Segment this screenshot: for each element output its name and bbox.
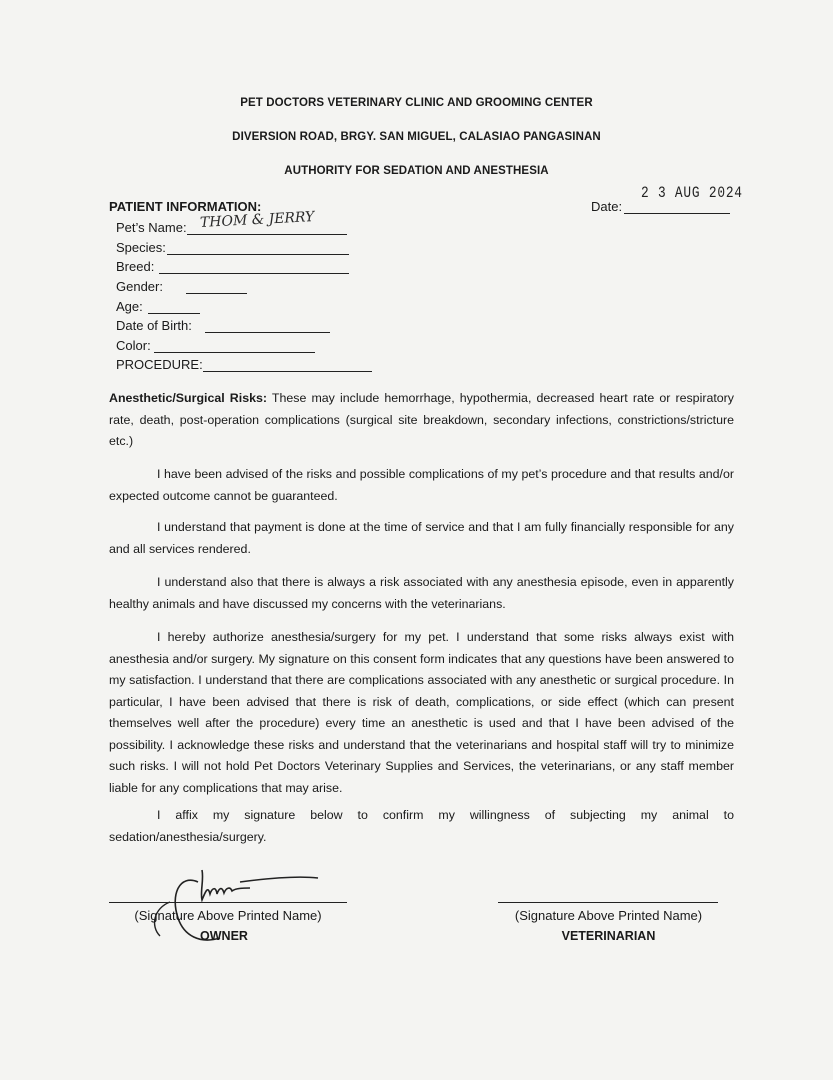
species-label: Species:: [116, 240, 166, 255]
date-label: Date:: [591, 199, 623, 214]
dob-label: Date of Birth:: [116, 318, 192, 333]
color-label: Color:: [116, 338, 151, 353]
owner-signature-caption: (Signature Above Printed Name): [134, 908, 322, 923]
clinic-name: PET DOCTORS VETERINARY CLINIC AND GROOMING CENTER: [240, 97, 593, 109]
owner-signature-line: [109, 902, 347, 903]
procedure-label: PROCEDURE:: [116, 357, 203, 372]
vet-signature-line: [498, 902, 718, 903]
procedure-line: [203, 371, 372, 372]
paragraph-authorization: I hereby authorize anesthesia/surgery for my pet. I understand that some risks always exist with anesthesia and/or surgery. My signature on this consent form indicates that any questions have been answered to my satisfaction. I understand that there are complications associated with any anesthetic or surgical procedure. In particular, I have been advised that there is risk of death, complications, or side effect (which can present themselves well after the procedure) every time an anesthetic is used and that I have been advised of the possibility. I acknowledge these risks and understand that the veterinarians and hospital staff will try to minimize such risks. I will not hold Pet Doctors Veterinary Supplies and Services, the veterinarians, or any staff member liable for any complications that may arise.: [109, 630, 734, 795]
breed-label: Breed:: [116, 259, 155, 274]
vet-role: VETERINARIAN: [561, 929, 656, 943]
gender-line: [186, 293, 247, 294]
gender-label: Gender:: [116, 279, 163, 294]
paragraph-affix-signature: I affix my signature below to confirm my willingness of subjecting my animal to sedation/anesthesia/surgery.: [109, 808, 734, 844]
date-field-line: [624, 213, 730, 214]
breed-line: [159, 273, 349, 274]
age-line: [148, 313, 200, 314]
patient-info-title: PATIENT INFORMATION:: [109, 199, 262, 214]
clinic-address: DIVERSION ROAD, BRGY. SAN MIGUEL, CALASIAO PANGASINAN: [232, 131, 601, 143]
species-line: [167, 254, 349, 255]
paragraph-payment: I understand that payment is done at the time of service and that I am fully financially responsible for any and all services rendered.: [109, 520, 734, 556]
pets-name-line: [187, 234, 347, 235]
form-title: AUTHORITY FOR SEDATION AND ANESTHESIA: [284, 165, 549, 177]
date-stamp: 2 3 AUG 2024: [641, 184, 743, 202]
pets-name-label: Pet’s Name:: [116, 220, 187, 235]
owner-role: OWNER: [200, 929, 248, 943]
risks-paragraph: [109, 388, 734, 453]
vet-signature-caption: (Signature Above Printed Name): [514, 908, 703, 923]
age-label: Age:: [116, 299, 143, 314]
dob-line: [205, 332, 330, 333]
pets-name-value: THOM & JERRY: [199, 209, 315, 231]
risks-text: These may include hemorrhage, hypothermia, decreased heart rate or respiratory rate, death, post-operation complications (surgical site breakdown, secondary infections, constrictions/stricture etc.): [109, 391, 734, 448]
paragraph-risks-advised: I have been advised of the risks and possible complications of my pet’s procedure and that results and/or expected outcome cannot be guaranteed.: [109, 467, 734, 503]
color-line: [154, 352, 315, 353]
risks-title: Anesthetic/Surgical Risks:: [109, 391, 267, 405]
paragraph-anesthesia-risk: I understand also that there is always a risk associated with any anesthesia episode, even in apparently healthy animals and have discussed my concerns with the veterinarians.: [109, 575, 734, 611]
